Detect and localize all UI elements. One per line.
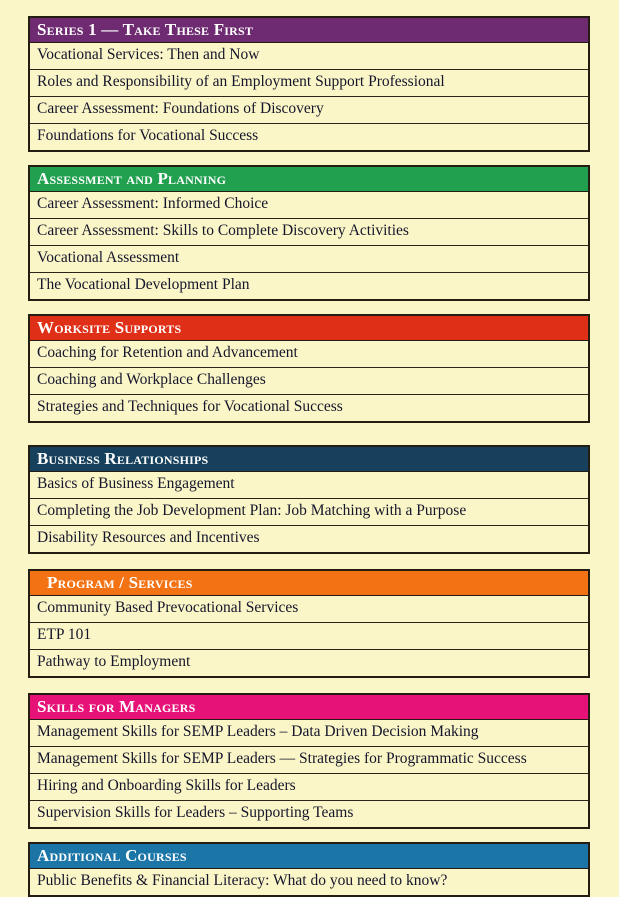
course-title: Basics of Business Engagement [29,472,589,499]
course-row [29,869,589,897]
course-section-table [28,693,590,829]
course-title: Pathway to Employment [29,650,589,678]
course-row [29,801,589,829]
section-header [29,694,589,720]
course-section-table [28,165,590,301]
course-row [29,341,589,368]
course-title: Vocational Assessment [29,246,589,273]
course-row [29,526,589,554]
course-row [29,43,589,70]
course-title: Completing the Job Development Plan: Job Matching with a Purpose [29,499,589,526]
section-title: Assessment and Planning [37,168,227,188]
course-title: Public Benefits & Financial Literacy: What do you need to know? [29,869,589,897]
course-title: Hiring and Onboarding Skills for Leaders [29,774,589,801]
course-title: Coaching and Workplace Challenges [29,368,589,395]
section-title: Series 1 — Take These First [37,19,254,39]
section-header [29,166,589,192]
section-header [29,315,589,341]
course-title: Coaching for Retention and Advancement [29,341,589,368]
section-body [29,43,589,152]
section-header-row [29,843,589,869]
course-sections-list [28,16,590,897]
course-row [29,747,589,774]
course-title: Disability Resources and Incentives [29,526,589,554]
section-title: Worksite Supports [37,317,182,337]
course-row [29,650,589,678]
section-body [29,472,589,554]
course-row [29,395,589,423]
section-title: Program / Services [47,572,193,592]
course-row [29,97,589,124]
section-header-row [29,17,589,43]
course-title: Management Skills for SEMP Leaders – Data Driven Decision Making [29,720,589,747]
section-body [29,192,589,301]
section-body [29,596,589,678]
course-row [29,246,589,273]
section-title: Business Relationships [37,448,209,468]
section-header-row [29,694,589,720]
course-row [29,219,589,246]
section-body [29,720,589,829]
course-section-table [28,842,590,897]
course-title: Foundations for Vocational Success [29,124,589,152]
section-body [29,869,589,897]
section-title: Skills for Managers [37,696,196,716]
section-header [29,446,589,472]
course-row [29,368,589,395]
course-row [29,472,589,499]
course-section-table [28,569,590,678]
course-title: The Vocational Development Plan [29,273,589,301]
course-row [29,623,589,650]
section-body [29,341,589,423]
course-section-table [28,16,590,152]
course-row [29,273,589,301]
course-title: Roles and Responsibility of an Employment Support Professional [29,70,589,97]
section-header-row [29,570,589,596]
section-header-row [29,166,589,192]
course-section-table [28,314,590,423]
course-row [29,124,589,152]
section-header [29,843,589,869]
course-title: Strategies and Techniques for Vocational Success [29,395,589,423]
section-title: Additional Courses [37,845,187,865]
course-row [29,596,589,623]
course-row [29,70,589,97]
section-header-row [29,315,589,341]
course-row [29,774,589,801]
course-section-table [28,445,590,554]
section-header [29,17,589,43]
course-title: Management Skills for SEMP Leaders — Strategies for Programmatic Success [29,747,589,774]
course-title: Supervision Skills for Leaders – Supporting Teams [29,801,589,829]
course-title: Community Based Prevocational Services [29,596,589,623]
course-title: Career Assessment: Foundations of Discovery [29,97,589,124]
section-header [29,570,589,596]
course-row [29,192,589,219]
course-title: Vocational Services: Then and Now [29,43,589,70]
course-title: Career Assessment: Skills to Complete Discovery Activities [29,219,589,246]
course-title: ETP 101 [29,623,589,650]
course-row [29,499,589,526]
course-title: Career Assessment: Informed Choice [29,192,589,219]
course-row [29,720,589,747]
section-header-row [29,446,589,472]
